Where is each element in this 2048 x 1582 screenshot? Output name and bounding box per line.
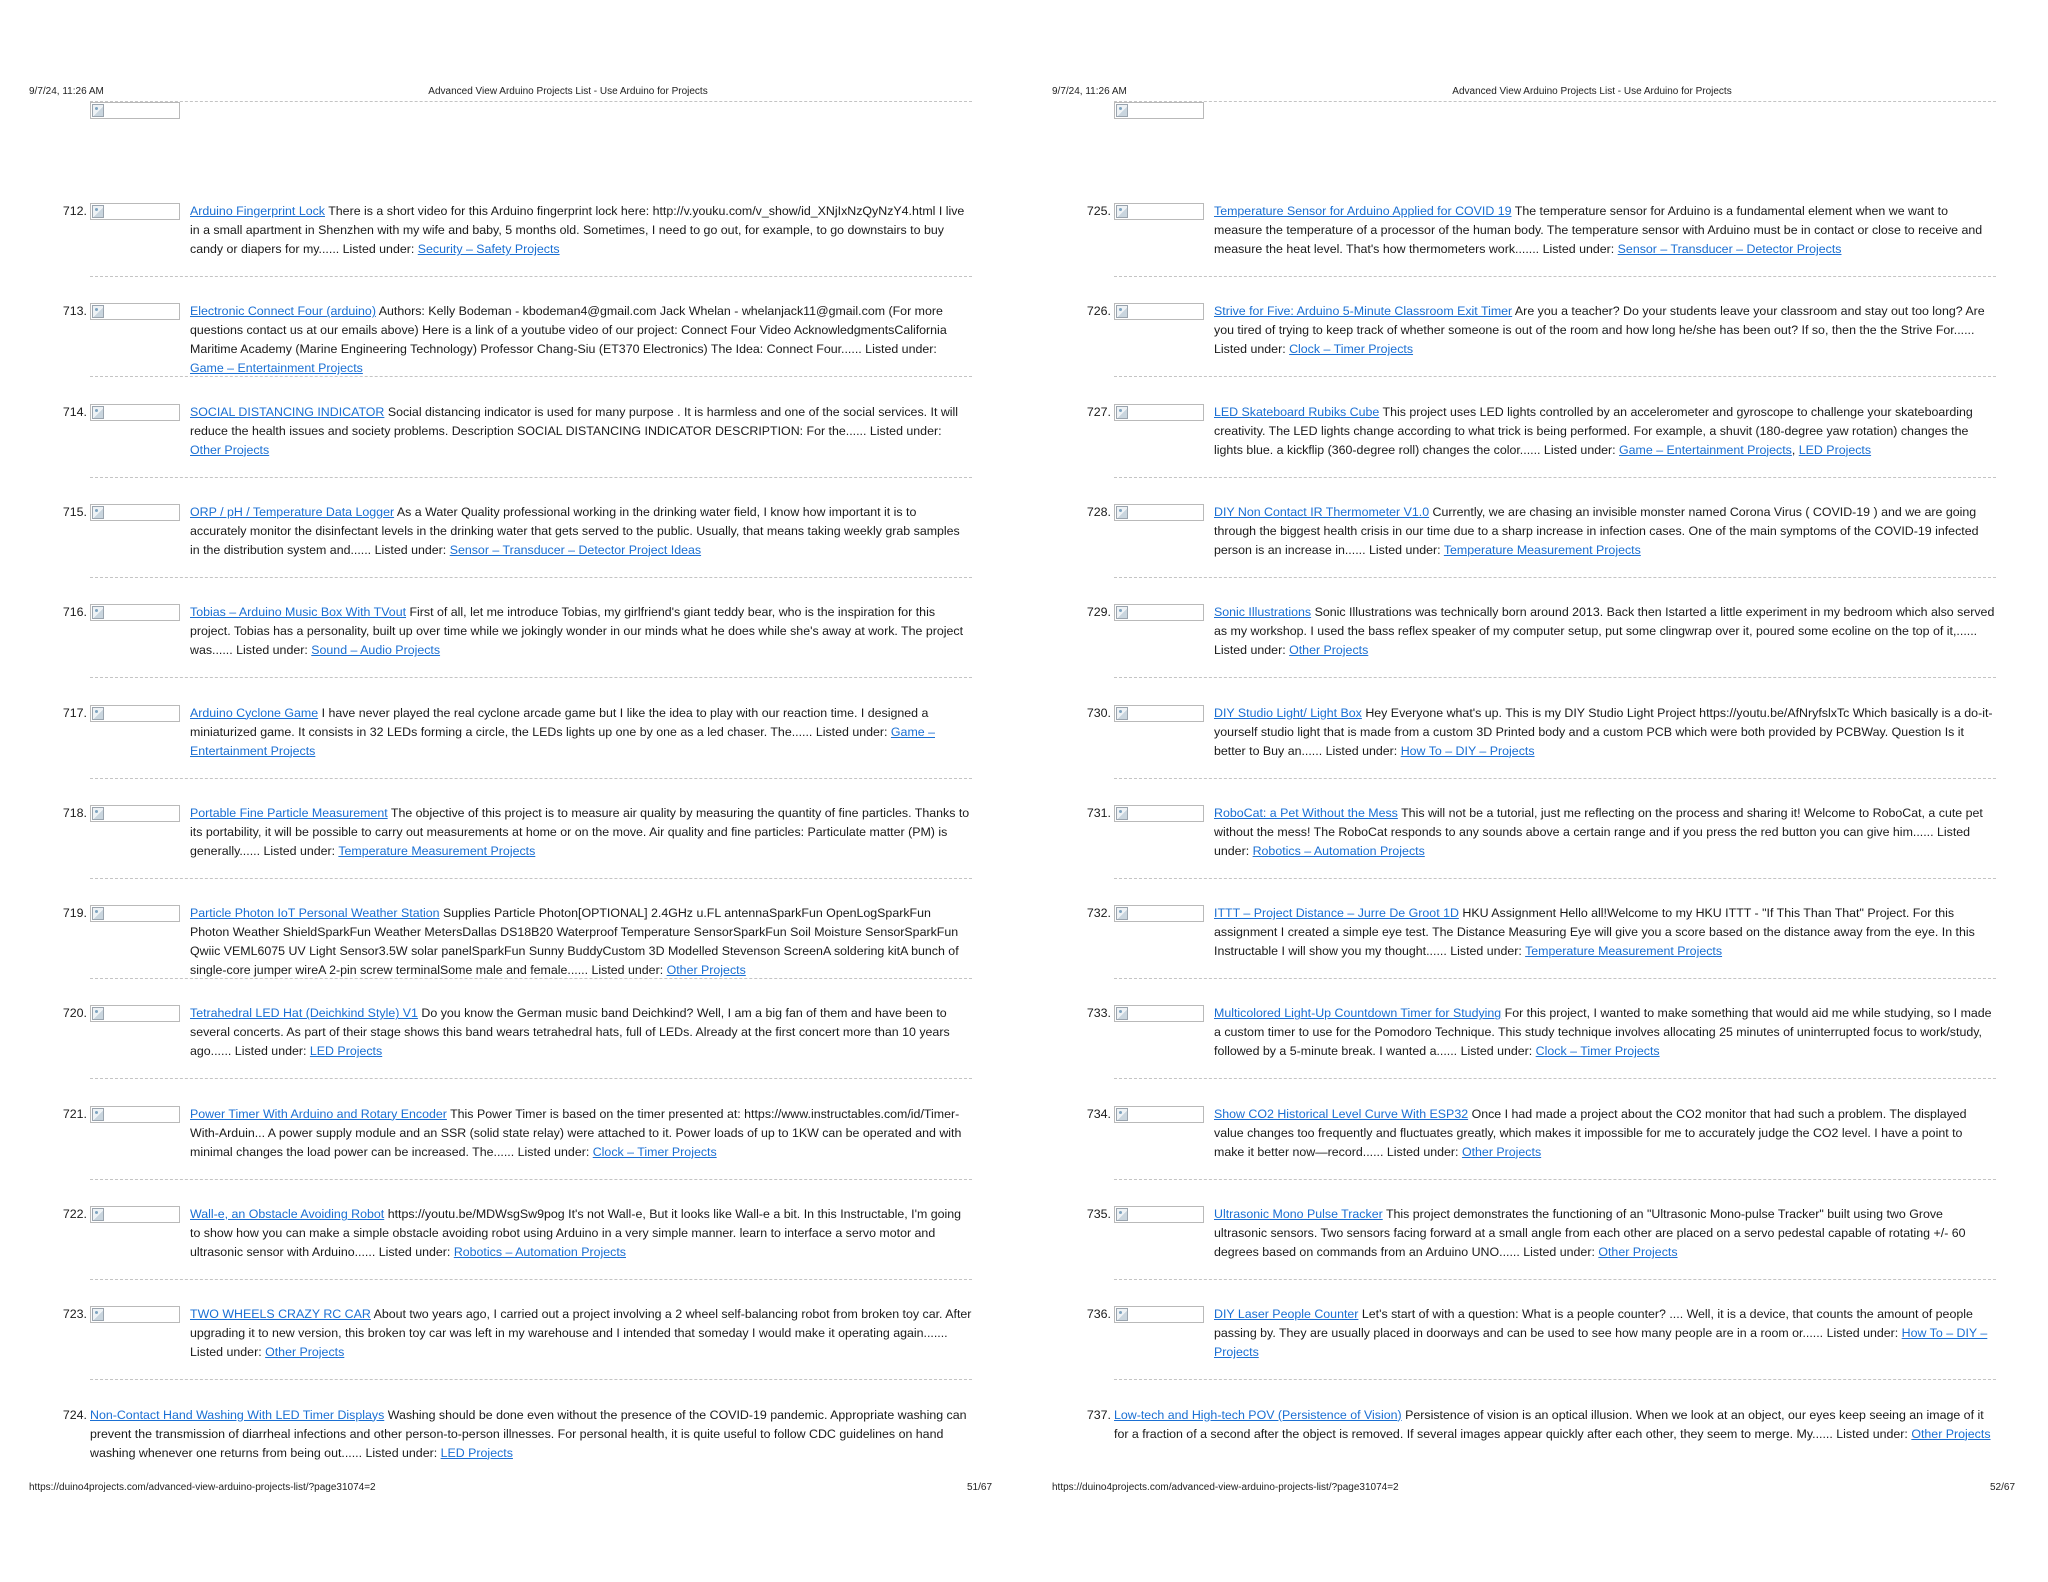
project-title-link[interactable]: Ultrasonic Mono Pulse Tracker (1214, 1207, 1383, 1221)
listed-under-label: Listed under: (517, 1144, 590, 1159)
project-title-link[interactable]: Portable Fine Particle Measurement (190, 805, 388, 820)
list-item (0, 403, 1024, 485)
category-link[interactable]: Robotics – Automation Projects (1252, 843, 1425, 858)
broken-image-icon (1116, 506, 1128, 519)
dotted-divider (90, 577, 972, 578)
broken-image-placeholder (90, 203, 180, 220)
broken-image-icon (1116, 406, 1128, 419)
dotted-divider (1114, 978, 1996, 979)
broken-image-icon (1116, 1208, 1128, 1221)
item-text (1214, 603, 1996, 660)
item-number: 737. (1086, 1407, 1111, 1422)
listed-under-label: Listed under: (365, 1445, 438, 1460)
item-text (1214, 1105, 1996, 1162)
project-description: This Power Timer is based on the timer presented at: https://www.instructables.com/id/Timer-With-Arduin... A power supply module and an SSR (solid state relay) were attached to it. Power loads of up to 1KW can be operated and with minimal changes the load power can be increased. The...... (190, 1106, 962, 1159)
item-number: 719. (62, 906, 87, 921)
broken-image-icon (1116, 1308, 1128, 1321)
broken-image-placeholder (1114, 303, 1204, 320)
broken-image-icon (1116, 205, 1128, 218)
item-number: 721. (62, 1106, 87, 1121)
project-title-link[interactable]: Show CO2 Historical Level Curve With ESP32 (1214, 1106, 1469, 1121)
list-item (0, 704, 1024, 786)
project-title-link[interactable]: Particle Photon IoT Personal Weather Station (190, 906, 440, 921)
broken-image-icon (92, 406, 104, 419)
listed-under-label: Listed under: (1214, 342, 1286, 357)
project-description: First of all, let me introduce Tobias, my girlfriend's giant teddy bear, who is the inspiration for this project. Tobias has a personality, built up over time while we jokingly wonder in our minds what he does while she's away at work. The project was...... (190, 605, 964, 658)
project-title-link[interactable]: LED Skateboard Rubiks Cube (1214, 404, 1380, 419)
item-text (1214, 1004, 1996, 1061)
category-link[interactable]: Game – Entertainment Projects (1619, 442, 1792, 457)
broken-image-icon (1116, 807, 1128, 820)
listed-under-label: Listed under: (374, 542, 447, 557)
item-number: 733. (1086, 1006, 1111, 1021)
project-description: Hey Everyone what's up. This is my DIY Studio Light Project https://youtu.be/AfNryfslxTc Which basically is a do-it-yourself studio light that is made from a custom 3D Printed body and a custom PCB which were both provided by PCBWay. Question Is it better to Buy an...... (1214, 705, 1993, 758)
project-title-link[interactable]: Arduino Cyclone Game (190, 705, 319, 720)
project-description: Are you a teacher? Do your students leave your classroom and stay out too long? Are you tired of trying to keep track of whether someone is out of the room and how long he/she has been out? If so, then the the Strive For...... (1214, 304, 1985, 338)
project-description: Once I had made a project about the CO2 monitor that had such a problem. The displayed value changes too frequently and fluctuates greatly, which makes it impossible for me to accurately judge the CO2 level. I have a point to make it better now—record...... (1214, 1106, 1967, 1159)
category-link[interactable]: Game – Entertainment Projects (190, 724, 935, 758)
item-number: 726. (1086, 304, 1111, 319)
project-description: Supplies Particle Photon[OPTIONAL] 2.4GHz u.FL antennaSparkFun OpenLogSparkFun Photon Weather ShieldSparkFun Weather MetersDallas DS18B20 Waterproof Temperature SensorSparkFun Soil Moisture SensorSparkFun Qwiic VEML6075 UV Light Sensor3.5W solar panelSparkFun Sunny BuddyCustom 3D Modelled Stevenson ScreenA soldering kitA bunch of single-core jumper wireA 2-pin screw terminalSome male and female...... (190, 906, 959, 978)
dotted-divider (1114, 778, 1996, 779)
broken-image-icon (1116, 1108, 1128, 1121)
list-item (1024, 503, 2048, 585)
broken-image-icon (92, 807, 104, 820)
project-description: Social distancing indicator is used for many purpose . It is harmless and one of the social services. It will reduce the health issues and society problems. Description SOCIAL DISTANCING INDICATOR DESCRIPTION: For the...... (190, 404, 959, 438)
broken-image-placeholder (1114, 102, 1204, 119)
dotted-divider (1114, 477, 1996, 478)
project-description: https://youtu.be/MDWsgSw9pog It's not Wall-e, But it looks like Wall-e a bit. In this Instructable, I'm going to show how you can make a simple obstacle avoiding robot using Arduino in a very simple manner. learn to interface a servo motor and ultrasonic sensor with Arduino...... (190, 1207, 962, 1259)
item-text: LED Skateboard Rubiks Cube This project uses LED lights controlled by an accelerometer and gyroscope to challenge your skateboarding creativity. The LED lights change according to what trick is being performed. For example, a shuvit (180-degree yaw rotation) changes the lights blue. a kickflip (360-degree roll) changes the color...... Listed under: Game – Entertainment Projects, LED Projects (1214, 404, 1973, 457)
broken-image-icon (92, 707, 104, 720)
item-text (1214, 1305, 1996, 1362)
item-text (190, 1004, 972, 1061)
project-title-link[interactable]: Tobias – Arduino Music Box With TVout (190, 605, 407, 620)
broken-image-placeholder (1114, 1106, 1204, 1123)
category-link[interactable]: Temperature Measurement Projects (338, 843, 536, 858)
category-link[interactable]: Other Projects (265, 1345, 345, 1360)
category-link[interactable]: LED Projects (309, 1044, 383, 1059)
category-link[interactable]: Other Projects (666, 963, 746, 978)
item-number: 713. (62, 304, 87, 319)
broken-image-icon (1116, 104, 1128, 117)
broken-image-placeholder (1114, 404, 1204, 421)
listed-under-label: Listed under: (1826, 1326, 1899, 1341)
list-item (0, 904, 1024, 986)
project-title-link[interactable]: Strive for Five: Arduino 5-Minute Classroom Exit Timer (1214, 304, 1513, 319)
list-item (1024, 603, 2048, 685)
category-link[interactable]: Other Projects (1598, 1245, 1678, 1259)
category-link[interactable]: Clock – Timer Projects (1535, 1044, 1660, 1059)
broken-image-icon (1116, 707, 1128, 720)
project-title-link[interactable]: TWO WHEELS CRAZY RC CAR (190, 1307, 371, 1322)
broken-image-placeholder (1114, 203, 1204, 220)
item-text (190, 503, 972, 560)
listed-under-label: Listed under: (1836, 1426, 1908, 1441)
listed-under-label: Listed under: (190, 1345, 262, 1360)
project-title-link[interactable]: ITTT – Project Distance – Jurre De Groot 1D (1214, 906, 1459, 921)
broken-image-icon (1116, 907, 1128, 920)
project-description: Let's start of with a question: What is a people counter? .... Well, it is a device, that counts the amount of people passing by. They are usually placed in doorways and can be used to see how many people are in a room or...... (1214, 1307, 1973, 1341)
item-number: 730. (1086, 705, 1111, 720)
header-date: 9/7/24, 11:26 AM (1052, 86, 1127, 97)
dotted-divider (90, 878, 972, 879)
dotted-divider (90, 1279, 972, 1280)
category-link[interactable]: Temperature Measurement Projects (1525, 944, 1723, 959)
item-text (1114, 1406, 1996, 1444)
category-link[interactable]: Sound – Audio Projects (311, 643, 441, 658)
project-description: This project uses LED lights controlled by an accelerometer and gyroscope to challenge your skateboarding creativity. The LED lights change according to what trick is being performed. For example, a shuvit (180-degree yaw rotation) changes the lights blue. a kickflip (360-degree roll) changes the color...... (1214, 404, 1973, 457)
project-title-link[interactable]: DIY Non Contact IR Thermometer V1.0 (1214, 504, 1430, 519)
dotted-divider (90, 101, 972, 102)
project-description: The objective of this project is to measure air quality by measuring the quantity of fine particles. Thanks to its portability, it will be possible to carry out measurements at home or on the move. Air quality and fine particles: Particulate matter (PM) is generally...... (190, 805, 970, 858)
project-description: About two years ago, I carried out a project involving a 2 wheel self-balancing robot from broken toy car. After upgrading it to new version, this broken toy car was left in my warehouse and I intended that someday I would make it operating again....... (190, 1307, 972, 1341)
item-number: 722. (62, 1207, 87, 1221)
project-description: Authors: Kelly Bodeman - kbodeman4@gmail.com Jack Whelan - whelanjack11@gmail.com (For more questions contact us at our emails above) Here is a link of a youtube video of our project: Connect Four Video AcknowledgmentsCalifornia Maritime Academy (Marine Engineering Technology) Professor Chang-Siu (ET370 Electronics) The Idea: Connect Four...... (190, 304, 947, 357)
category-link[interactable]: Sensor – Transducer – Detector Projects (1617, 242, 1842, 256)
dotted-divider (1114, 1379, 1996, 1380)
broken-image-icon (1116, 305, 1128, 318)
project-title-link[interactable]: Sonic Illustrations (1214, 605, 1312, 620)
list-item (1024, 704, 2048, 786)
list-item (1024, 1004, 2048, 1086)
broken-image-icon (92, 506, 104, 519)
category-link[interactable]: Other Projects (1911, 1426, 1991, 1441)
dotted-divider (90, 477, 972, 478)
project-description: The temperature sensor for Arduino is a fundamental element when we want to measure the temperature of a processor of the human body. The temperature sensor with Arduino must be in contact or close to receive and measure the heat level. That's how thermometers work....... (1214, 204, 1983, 256)
broken-image-placeholder (1114, 1306, 1204, 1323)
item-text (190, 1105, 972, 1162)
project-description: Persistence of vision is an optical illusion. When we look at an object, our eyes keep seeing an image of it for a fraction of a second after the object is removed. If several images appear quickly after each other, they seem to merge. My...... (1114, 1407, 1984, 1441)
category-link[interactable]: Robotics – Automation Projects (453, 1245, 626, 1259)
broken-image-placeholder (1114, 504, 1204, 521)
list-item (1024, 1205, 2048, 1287)
item-text (1214, 1205, 1996, 1262)
broken-image-placeholder (90, 1106, 180, 1123)
item-number: 731. (1086, 805, 1111, 820)
listed-under-label: Listed under: (1450, 944, 1522, 959)
broken-image-placeholder (90, 303, 180, 320)
item-number: 732. (1086, 906, 1111, 921)
page-number: 51/67 (967, 1482, 993, 1493)
list-item (1024, 904, 2048, 986)
broken-image-placeholder (1114, 805, 1204, 822)
item-text (190, 1305, 972, 1362)
broken-image-icon (92, 907, 104, 920)
listed-under-label: Listed under: (1214, 643, 1286, 658)
listed-under-label: Listed under: (1542, 242, 1615, 256)
listed-under-label: Listed under: (865, 342, 937, 357)
list-item (0, 1004, 1024, 1086)
item-number: 725. (1086, 204, 1111, 218)
list-item (1024, 1105, 2048, 1187)
project-title-link[interactable]: Temperature Sensor for Arduino Applied for COVID 19 (1214, 204, 1512, 218)
broken-image-placeholder (90, 1005, 180, 1022)
project-title-link[interactable]: DIY Laser People Counter (1214, 1307, 1359, 1322)
project-description: This will not be a tutorial, just me reflecting on the process and sharing it! Welcome to RoboCat, a cute pet without the mess! The RoboCat responds to any sounds above a certain range and if you press the red button you can give him...... (1214, 805, 1983, 839)
broken-image-placeholder (90, 102, 180, 119)
dotted-divider (1114, 677, 1996, 678)
item-number: 714. (62, 404, 87, 419)
category-link[interactable]: Other Projects (1461, 1144, 1542, 1159)
broken-image-icon (92, 104, 104, 117)
listed-under-label: Listed under: (1386, 1144, 1459, 1159)
broken-image-icon (92, 205, 104, 218)
broken-image-placeholder (90, 404, 180, 421)
dotted-divider (90, 1379, 972, 1380)
dotted-divider (1114, 1179, 1996, 1180)
list-item (1024, 1406, 2048, 1488)
list-item (0, 1105, 1024, 1187)
list-item (0, 603, 1024, 685)
dotted-divider (90, 677, 972, 678)
broken-image-icon (92, 1208, 104, 1221)
listed-under-label: Listed under: (815, 724, 888, 739)
category-link[interactable]: Game – Entertainment Projects (190, 361, 363, 376)
item-text (1214, 704, 1996, 761)
header-title: Advanced View Arduino Projects List - Use Arduino for Projects (1452, 86, 1732, 97)
dotted-divider (1114, 101, 1996, 102)
broken-image-icon (92, 305, 104, 318)
broken-image-icon (92, 606, 104, 619)
item-text (190, 1205, 972, 1262)
broken-image-icon (1116, 1007, 1128, 1020)
project-title-link[interactable]: Arduino Fingerprint Lock (190, 204, 325, 218)
list-item (0, 1205, 1024, 1287)
broken-image-placeholder (90, 604, 180, 621)
dotted-divider (1114, 376, 1996, 377)
pdf-page-52 (1024, 0, 2048, 1582)
broken-image-placeholder (90, 905, 180, 922)
project-description: I have never played the real cyclone arcade game but I like the idea to play with our reaction time. I designed a miniaturized game. It consists in 32 LEDs forming a circle, the LEDs lights up one by one as a led chaser. The...... (190, 705, 929, 739)
item-text (190, 403, 972, 460)
list-item (1024, 202, 2048, 284)
list-item (1024, 804, 2048, 886)
listed-under-label: Listed under: (1543, 442, 1616, 457)
category-link[interactable]: Other Projects (190, 442, 270, 457)
broken-image-placeholder (1114, 1005, 1204, 1022)
item-text (1214, 202, 1996, 259)
dotted-divider (1114, 1279, 1996, 1280)
project-description: Do you know the German music band Deichkind? Well, I am a big fan of them and have been to several concerts. As part of their stage shows this band wears tetrahedral hats, full of LEDs. Already at the first concert more than 10 years ago...... (190, 1006, 950, 1059)
item-number: 728. (1086, 504, 1111, 519)
item-text (190, 603, 972, 660)
dotted-divider (90, 1078, 972, 1079)
broken-image-placeholder (1114, 705, 1204, 722)
item-text (190, 904, 972, 980)
listed-under-label: Listed under: (236, 643, 308, 658)
project-description: This project demonstrates the functioning of an "Ultrasonic Mono-pulse Tracker" built using two Grove ultrasonic sensors. Two sensors facing forward at a small angle from each other are placed on a servo pedestal capable of rotating +/- 60 degrees based on commands from an Arduino UNO...... (1214, 1207, 1966, 1259)
item-number: 734. (1086, 1106, 1111, 1121)
dotted-divider (90, 376, 972, 377)
listed-under-label: Listed under: (378, 1245, 451, 1259)
broken-image-placeholder (1114, 604, 1204, 621)
item-number: 720. (62, 1006, 87, 1021)
category-link[interactable]: LED Projects (440, 1445, 513, 1460)
list-item (0, 302, 1024, 384)
category-link[interactable]: Security – Safety Projects (417, 242, 560, 256)
page-number: 52/67 (1990, 1482, 2016, 1493)
project-description: There is a short video for this Arduino fingerprint lock here: http://v.youku.com/v_show/id_XNjIxNzQyNzY4.html I live in a small apartment in Shenzhen with my wife and baby, 5 months old. Sometimes, I need to go out, for example, to go downstairs to buy candy or diapers for my...... (190, 204, 965, 256)
category-link[interactable]: How To – DIY – Projects (1400, 743, 1535, 758)
listed-under-label: Listed under: (1523, 1245, 1595, 1259)
item-text (190, 202, 972, 259)
broken-image-icon (1116, 606, 1128, 619)
dotted-divider (1114, 1078, 1996, 1079)
item-text (90, 1406, 972, 1463)
item-number: 712. (62, 204, 87, 218)
item-number: 718. (62, 805, 87, 820)
listed-under-label: Listed under: (869, 423, 942, 438)
broken-image-icon (92, 1308, 104, 1321)
broken-image-placeholder (90, 805, 180, 822)
project-description: HKU Assignment Hello all!Welcome to my HKU ITTT - "If This Than That" Project. For this assignment I created a simple eye test. The Distance Measuring Eye will give you a score based on the distance away from the eye. In this Instructable I will show you my thought...... (1214, 906, 1975, 959)
item-number: 717. (62, 705, 87, 720)
item-number: 735. (1086, 1207, 1111, 1221)
dotted-divider (90, 978, 972, 979)
item-number: 727. (1086, 404, 1111, 419)
listed-under-label: Listed under: (1325, 743, 1398, 758)
category-link[interactable]: Sensor – Transducer – Detector Project Ideas (449, 542, 702, 557)
broken-image-icon (92, 1007, 104, 1020)
broken-image-placeholder (1114, 905, 1204, 922)
item-number: 716. (62, 605, 87, 620)
project-title-link[interactable]: Multicolored Light-Up Countdown Timer for Studying (1214, 1006, 1502, 1021)
project-description: Washing should be done even without the presence of the COVID-19 pandemic. Appropriate washing can prevent the transmission of diarrheal infections and other person-to-person illnesses. For personal health, it is quite useful to follow CDC guidelines on hand washing whenever one returns from being out...... (90, 1407, 967, 1460)
category-link[interactable]: Clock – Timer Projects (592, 1144, 717, 1159)
project-title-link[interactable]: Tetrahedral LED Hat (Deichkind Style) V1 (190, 1006, 418, 1021)
list-item (0, 1406, 1024, 1488)
dotted-divider (90, 778, 972, 779)
listed-under-label: Listed under: (234, 1044, 307, 1059)
project-description: Currently, we are chasing an invisible monster named Corona Virus ( COVID-19 ) and we are going through the biggest health crisis in our time due to a sharp increase in infection cases. One of the main symptoms of the COVID-19 infected person is an increase in...... (1214, 504, 1979, 557)
list-item (1024, 302, 2048, 384)
list-item (1024, 1305, 2048, 1387)
project-title-link[interactable]: RoboCat: a Pet Without the Mess (1214, 805, 1398, 820)
project-title-link[interactable]: Electronic Connect Four (arduino) (190, 304, 376, 319)
dotted-divider (1114, 878, 1996, 879)
item-text (1214, 804, 1996, 861)
project-title-link[interactable]: Power Timer With Arduino and Rotary Encoder (190, 1106, 447, 1121)
list-item (1024, 403, 2048, 485)
item-text (1214, 904, 1996, 961)
project-description: For this project, I wanted to make something that would aid me while studying, so I made a custom timer to use for the Pomodoro Technique. This study technique involves allocating 25 minutes of uninterrupted focus to work/study, followed by a 5-minute break. I wanted a...... (1214, 1006, 1992, 1059)
project-description: As a Water Quality professional working in the drinking water field, I know how important it is to accurately monitor the disinfectant levels in the drinking water that gets served to the public. Usually, that means taking weekly grab samples in the distribution system and...... (190, 504, 960, 557)
dotted-divider (1114, 577, 1996, 578)
listed-under-label: Listed under: (1368, 542, 1441, 557)
list-item (0, 1305, 1024, 1387)
header-date: 9/7/24, 11:26 AM (29, 86, 104, 97)
broken-image-placeholder (90, 1206, 180, 1223)
project-title-link[interactable]: Low-tech and High-tech POV (Persistence of Vision) (1114, 1407, 1402, 1422)
item-number: 723. (62, 1307, 87, 1322)
listed-under-label: Listed under: (342, 242, 415, 256)
footer-url: https://duino4projects.com/advanced-view-arduino-projects-list/?page31074=2 (29, 1482, 376, 1493)
category-link[interactable]: LED Projects (1798, 442, 1872, 457)
item-number: 715. (62, 504, 87, 519)
footer-url: https://duino4projects.com/advanced-view-arduino-projects-list/?page31074=2 (1052, 1482, 1399, 1493)
category-link[interactable]: Other Projects (1289, 643, 1369, 658)
dotted-divider (90, 276, 972, 277)
project-description: Sonic Illustrations was technically born around 2013. Back then Istarted a little experiment in my bedroom which also served as my workshop. I used the bass reflex speaker of my computer setup, put some clingwrap over it, poured some ecoline on the top of it,...... (1214, 605, 1995, 639)
list-item (0, 503, 1024, 585)
broken-image-placeholder (90, 504, 180, 521)
listed-under-label: Listed under: (1214, 824, 1971, 858)
project-title-link[interactable]: DIY Studio Light/ Light Box (1214, 705, 1362, 720)
category-link[interactable]: Temperature Measurement Projects (1443, 542, 1641, 557)
item-text (1214, 503, 1996, 560)
listed-under-label: Listed under: (263, 843, 336, 858)
item-number: 736. (1086, 1307, 1111, 1322)
listed-under-label: Listed under: (1460, 1044, 1533, 1059)
broken-image-icon (92, 1108, 104, 1121)
project-title-link[interactable]: Wall-e, an Obstacle Avoiding Robot (190, 1207, 385, 1221)
project-title-link[interactable]: ORP / pH / Temperature Data Logger (190, 504, 395, 519)
item-number: 729. (1086, 605, 1111, 620)
header-title: Advanced View Arduino Projects List - Use Arduino for Projects (428, 86, 708, 97)
category-link[interactable]: How To – DIY – Projects (1214, 1326, 1988, 1360)
broken-image-placeholder (90, 1306, 180, 1323)
list-item (0, 804, 1024, 886)
project-title-link[interactable]: SOCIAL DISTANCING INDICATOR (190, 404, 385, 419)
list-item (0, 202, 1024, 284)
dotted-divider (90, 1179, 972, 1180)
project-title-link[interactable]: Non-Contact Hand Washing With LED Timer Displays (90, 1407, 385, 1422)
category-link[interactable]: Clock – Timer Projects (1289, 342, 1414, 357)
item-text (190, 804, 972, 861)
listed-under-label: Listed under: (591, 963, 664, 978)
item-text (190, 704, 972, 761)
item-text (1214, 302, 1996, 359)
broken-image-placeholder (90, 705, 180, 722)
item-text (190, 302, 972, 378)
item-number: 724. (62, 1407, 87, 1422)
dotted-divider (1114, 276, 1996, 277)
broken-image-placeholder (1114, 1206, 1204, 1223)
